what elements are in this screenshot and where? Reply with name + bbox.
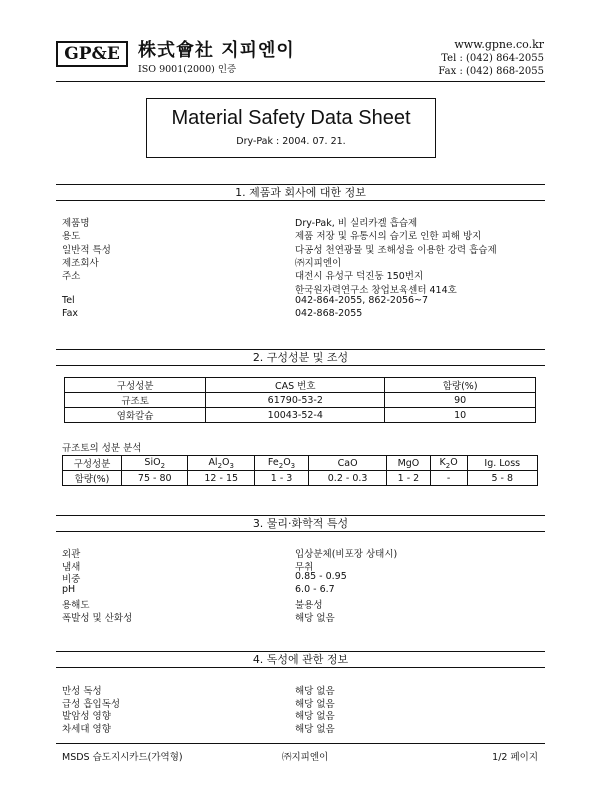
table-header-cell: $Fe_2O_3$: [254, 456, 308, 471]
table-cell: 12 - 15: [188, 471, 254, 486]
list-item: [0, 215, 600, 228]
item-label: Tel: [62, 294, 75, 306]
table-cell: 염화칼슘: [65, 408, 206, 423]
list-item: [0, 571, 600, 584]
table-header-cell: $K_2O$: [430, 456, 467, 471]
document-title: Material Safety Data Sheet: [171, 107, 411, 129]
table-cell: -: [430, 471, 467, 486]
header-divider: [56, 81, 545, 82]
table-header-cell: CAS 번호: [206, 378, 385, 393]
table-cell: 규조토: [65, 393, 206, 408]
footer-left: MSDS 습도지시카드(가역형): [62, 752, 183, 763]
footer-page-number: 1/2 페이지: [492, 752, 538, 763]
item-label: 제품명: [62, 218, 90, 229]
table-cell: 10043-52-4: [206, 408, 385, 423]
company-name: 株式會社 지피엔이: [138, 40, 295, 61]
footer-divider: [56, 743, 545, 744]
table-cell: 5 - 8: [467, 471, 537, 486]
item-value: ㈜지피엔이: [295, 257, 342, 269]
website: www.gpne.co.kr: [454, 38, 544, 51]
item-label: 급성 흡입독성: [62, 698, 121, 710]
item-value: 042-864-2055, 862-2056~7: [295, 294, 429, 306]
table-cell: 함량(%): [63, 471, 122, 486]
table-header-cell: CaO: [309, 456, 387, 471]
table-header-cell: 함량(%): [385, 378, 536, 393]
list-item: [0, 559, 600, 572]
list-item: [0, 696, 600, 709]
table-header-cell: 구성성분: [63, 456, 122, 471]
composition-table: [64, 377, 536, 423]
list-item: [0, 282, 600, 295]
table-cell: 61790-53-2: [206, 393, 385, 408]
table-cell: 10: [385, 408, 536, 423]
table-header-cell: 구성성분: [65, 378, 206, 393]
section-heading-product-info: 1. 제품과 회사에 대한 정보: [56, 184, 545, 201]
item-value: 불용성: [295, 599, 323, 611]
item-label: 일반적 특성: [62, 244, 111, 256]
item-value: 입상분체(비포장 상태시): [295, 549, 398, 560]
list-item: [0, 708, 600, 721]
item-label: 제조회사: [62, 257, 99, 269]
item-value: 한국원자력연구소 창업보육센터 414호: [295, 284, 457, 296]
item-value: Dry-Pak, 비 실리카겔 흡습제: [295, 218, 418, 229]
item-value: 무취: [295, 561, 314, 573]
footer-center: ㈜지피엔이: [282, 752, 329, 763]
item-value: 042-868-2055: [295, 308, 363, 320]
item-label: 외관: [62, 549, 81, 560]
list-item: [0, 308, 600, 321]
table-row: [63, 471, 538, 486]
item-label: 폭발성 및 산화성: [62, 612, 133, 624]
list-item: [0, 597, 600, 610]
table-cell: 1 - 3: [254, 471, 308, 486]
table-header-cell: SiO$_2$: [122, 456, 188, 471]
item-label: 발암성 영향: [62, 711, 111, 723]
item-label: 용도: [62, 231, 81, 243]
fax-number: Fax : (042) 868-2055: [438, 66, 544, 77]
item-value: 해당 없음: [295, 711, 335, 723]
table-header-cell: MgO: [387, 456, 431, 471]
list-item: [0, 683, 600, 696]
item-label: pH: [62, 584, 76, 596]
item-value: 해당 없음: [295, 698, 335, 710]
logo-text: GP&E: [64, 44, 120, 64]
table-cell: 75 - 80: [122, 471, 188, 486]
document-date: Dry-Pak : 2004. 07. 21.: [236, 136, 346, 147]
item-label: 만성 독성: [62, 686, 102, 697]
list-item: [0, 228, 600, 241]
list-item: [0, 268, 600, 281]
tel-number: Tel : (042) 864-2055: [441, 53, 544, 64]
list-item: [0, 721, 600, 734]
item-label: 비중: [62, 574, 81, 586]
list-item: [0, 610, 600, 623]
table-row: [65, 393, 536, 408]
item-label: 냄새: [62, 561, 81, 573]
iso-certification: ISO 9001(2000) 인증: [138, 64, 237, 75]
item-label: 차세대 영향: [62, 724, 111, 736]
item-value: 다공성 천연광물 및 조해성을 이용한 강력 흡습제: [295, 244, 497, 256]
item-value: 해당 없음: [295, 612, 335, 624]
item-value: 해당 없음: [295, 724, 335, 736]
item-value: 해당 없음: [295, 686, 335, 697]
item-label: Fax: [62, 308, 79, 320]
list-item: [0, 255, 600, 268]
table-header-cell: $Al_2O_3$: [188, 456, 254, 471]
table-row: [65, 408, 536, 423]
section-heading-physical-properties: 3. 물리·화학적 특성: [56, 515, 545, 532]
list-item: [0, 295, 600, 308]
table-header-row: [63, 456, 538, 471]
table-cell: 90: [385, 393, 536, 408]
table-header-row: [65, 378, 536, 393]
item-value: 제품 저장 및 유통시의 습기로 인한 피해 방지: [295, 231, 482, 243]
list-item: [0, 546, 600, 559]
list-item: [0, 242, 600, 255]
document-title-box: [146, 98, 436, 158]
table-cell: 1 - 2: [387, 471, 431, 486]
item-value: 대전시 유성구 덕진동 150번지: [295, 271, 424, 283]
table-cell: 0.2 - 0.3: [309, 471, 387, 486]
item-value: 0.85 - 0.95: [295, 571, 347, 583]
item-value: 6.0 - 6.7: [295, 584, 335, 596]
list-item: [0, 584, 600, 597]
table-header-cell: Ig. Loss: [467, 456, 537, 471]
section-heading-toxicity: 4. 독성에 관한 정보: [56, 651, 545, 668]
section-heading-composition: 2. 구성성분 및 조성: [56, 349, 545, 366]
company-logo: [56, 41, 128, 67]
item-label: 주소: [62, 271, 81, 283]
item-label: 용해도: [62, 599, 90, 611]
analysis-title: 규조토의 성분 분석: [62, 443, 142, 454]
diatomite-analysis-table: [62, 455, 538, 486]
